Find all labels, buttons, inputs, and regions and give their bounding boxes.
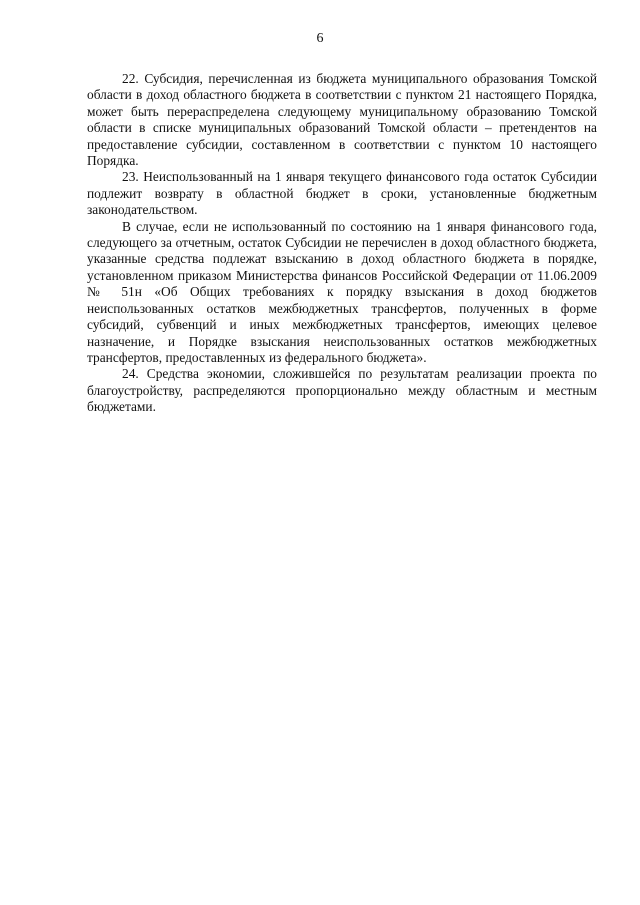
document-body (87, 71, 597, 416)
paragraph-23-continued: В случае, если не использованный по состоянию на 1 января финансового года, следующего за отчетным, остаток Субсидии не перечислен в доход областного бюджета, указанные средства подлежат взысканию в доход областного бюджета в порядке, установленном приказом Министерства финансов Российской Федерации от 11.06.2009 № 51н «Об Общих требованиях к порядку взыскания в доход бюджетов неиспользованных остатков межбюджетных трансфертов, полученных в форме субсидий, субвенций и иных межбюджетных трансфертов, имеющих целевое назначение, и Порядке взыскания неиспользованных остатков межбюджетных трансфертов, предоставленных из федерального бюджета». (87, 218, 597, 365)
paragraph-22: 22. Субсидия, перечисленная из бюджета муниципального образования Томской области в доход областного бюджета в соответствии с пунктом 21 настоящего Порядка, может быть перераспределена следующему муниципальному образованию Томской области в списке муниципальных образований Томской области – претендентов на предоставление субсидии, составленном в соответствии с пунктом 10 настоящего Порядка. (87, 71, 597, 169)
page-number: 6 (316, 31, 324, 46)
paragraph-23: 23. Неиспользованный на 1 января текущего финансового года остаток Субсидии подлежит возврату в областной бюджет в сроки, установленные бюджетным законодательством. (87, 169, 597, 218)
paragraph-24: 24. Средства экономии, сложившейся по результатам реализации проекта по благоустройству, распределяются пропорционально между областным и местным бюджетами. (87, 366, 597, 415)
